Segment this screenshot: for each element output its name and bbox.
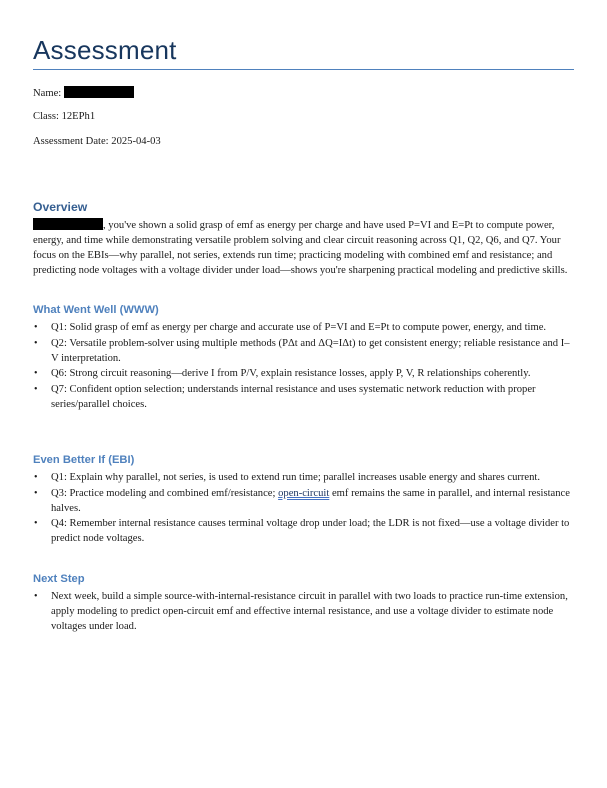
ebi-list: [33, 470, 574, 547]
www-heading: What Went Well (WWW): [33, 304, 159, 316]
bullet-icon: •: [34, 591, 38, 602]
bullet-icon: •: [34, 383, 38, 395]
overview-heading: Overview: [33, 200, 88, 214]
grammar-flagged-word[interactable]: open-circuit: [278, 487, 330, 499]
next-step-list: [33, 589, 574, 635]
www-item: [33, 336, 574, 366]
www-item-text: Q2: Versatile problem-solver using multiple methods (PΔt and ΔQ=IΔt) to get consistent energy; reliable resistance and I–V interpretation.: [51, 337, 570, 364]
next-step-item-text: Next week, build a simple source-with-internal-resistance circuit in parallel with two loads to practice run-time extension, apply modeling to predict open-circuit emf and effective internal resistance, and use a voltage divider to estimate node voltages under load.: [51, 591, 568, 632]
www-item: [33, 320, 574, 335]
bullet-icon: •: [34, 518, 38, 529]
name-label: Name:: [33, 88, 62, 99]
ebi-heading: Even Better If (EBI): [33, 454, 135, 466]
ebi-item-text: Q1: Explain why parallel, not series, is used to extend run time; parallel increases usable energy and shares current.: [51, 472, 541, 483]
name-line: [33, 86, 134, 101]
www-list: [33, 320, 574, 412]
date-line: [33, 135, 161, 149]
redacted-name-block: [33, 218, 103, 230]
title-divider: [33, 69, 574, 70]
bullet-icon: •: [34, 368, 38, 379]
www-item: [33, 382, 574, 412]
www-item: [33, 366, 574, 381]
redacted-name-block: [64, 86, 134, 98]
next-step-heading: Next Step: [33, 573, 85, 585]
www-item-text: Q1: Solid grasp of emf as energy per charge and accurate use of P=VI and E=Pt to compute power, energy, and time.: [51, 322, 547, 333]
overview-text: , you've shown a solid grasp of emf as energy per charge and have used P=VI and E=Pt to compute power, energy, and time while demonstrating versatile problem solving and clear circuit reasoning across Q1, Q2, Q6, and Q7. Your focus on the EBIs—why parallel, not series, extends run time; practicing modeling with combined emf and resistance; and predicting node voltages with a voltage divider under load—shows you're sharpening practical modeling and predictive skills.: [33, 220, 568, 276]
ebi-item: [33, 486, 574, 516]
www-item-text: Q6: Strong circuit reasoning—derive I from P/V, explain resistance losses, apply P, V, R relationships coherently.: [51, 368, 531, 379]
ebi-item: [33, 516, 574, 546]
bullet-icon: •: [34, 472, 38, 483]
date-value: 2025-04-03: [111, 136, 161, 147]
class-label: Class:: [33, 111, 59, 122]
www-item-text: Q7: Confident option selection; understands internal resistance and uses systematic network reduction with proper series/parallel choices.: [51, 383, 536, 410]
class-line: [33, 110, 95, 124]
overview-paragraph: [33, 218, 574, 278]
ebi-item-text: Q3: Practice modeling and combined emf/resistance;: [51, 487, 279, 499]
document-title: Assessment: [33, 35, 177, 65]
ebi-item-text: Q4: Remember internal resistance causes terminal voltage drop under load; the LDR is not fixed—use a voltage divider to predict node voltages.: [51, 518, 570, 544]
ebi-item: [33, 470, 574, 485]
bullet-icon: •: [34, 337, 38, 349]
bullet-icon: •: [34, 487, 38, 499]
date-label: Assessment Date:: [33, 136, 109, 147]
ebi-item-text-after: emf remains the same in parallel, and internal resistance halves.: [51, 487, 570, 514]
next-step-item: [33, 589, 574, 634]
bullet-icon: •: [34, 322, 38, 333]
class-value: 12EPh1: [61, 111, 96, 122]
